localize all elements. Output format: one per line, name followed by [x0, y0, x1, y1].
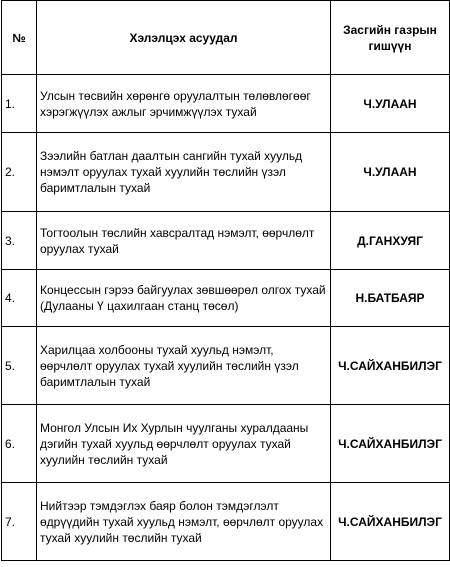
table-row [2, 483, 450, 561]
header-number: № [2, 1, 37, 75]
row-member: Н.БАТБАЯР [331, 270, 450, 327]
row-topic: Зээлийн батлан даалтын сангийн тухай хуульд нэмэлт оруулах тухай хуулийн төслийн үзэл баримтлалын тухай [37, 133, 331, 212]
row-number: 4. [2, 270, 37, 327]
row-number: 6. [2, 405, 37, 483]
table-row [2, 212, 450, 270]
row-member: Д.ГАНХУЯГ [331, 212, 450, 270]
row-number: 3. [2, 212, 37, 270]
row-number: 5. [2, 327, 37, 405]
table-row [2, 327, 450, 405]
row-topic: Харилцаа холбооны тухай хуульд нэмэлт, өөрчлөлт оруулах тухай хуулийн төслийн үзэл баримтлалын тухай [37, 327, 331, 405]
row-topic: Улсын төсвийн хөрөнгө оруулалтын төлөвлөгөөг хэрэгжүүлэх ажлыг эрчимжүүлэх тухай [37, 75, 331, 133]
row-number: 7. [2, 483, 37, 561]
agenda-table [1, 0, 450, 561]
row-member: Ч.САЙХАНБИЛЭГ [331, 405, 450, 483]
row-topic: Тогтоолын төслийн хавсралтад нэмэлт, өөрчлөлт оруулах тухай [37, 212, 331, 270]
header-member: Засгийн газрын гишүүн [331, 1, 450, 75]
table-row [2, 270, 450, 327]
row-member: Ч.УЛААН [331, 133, 450, 212]
row-member: Ч.САЙХАНБИЛЭГ [331, 327, 450, 405]
row-number: 1. [2, 75, 37, 133]
table-row [2, 133, 450, 212]
row-topic: Монгол Улсын Их Хурлын чуулганы хуралдааны дэгийн тухай хуульд өөрчлөлт оруулах тухай хуулийн төслийн тухай [37, 405, 331, 483]
table-row [2, 405, 450, 483]
row-topic: Концессын гэрээ байгуулах зөвшөөрөл олгох тухай (Дулааны Ү цахилгаан станц төсөл) [37, 270, 331, 327]
row-member: Ч.САЙХАНБИЛЭГ [331, 483, 450, 561]
header-topic: Хэлэлцэх асуудал [37, 1, 331, 75]
row-number: 2. [2, 133, 37, 212]
table-header-row [2, 1, 450, 75]
row-topic: Нийтээр тэмдэглэх баяр болон тэмдэглэлт өдрүүдийн тухай хуульд нэмэлт, өөрчлөлт оруулах тухай хуулийн төслийн тухай [37, 483, 331, 561]
table-row [2, 75, 450, 133]
row-member: Ч.УЛААН [331, 75, 450, 133]
